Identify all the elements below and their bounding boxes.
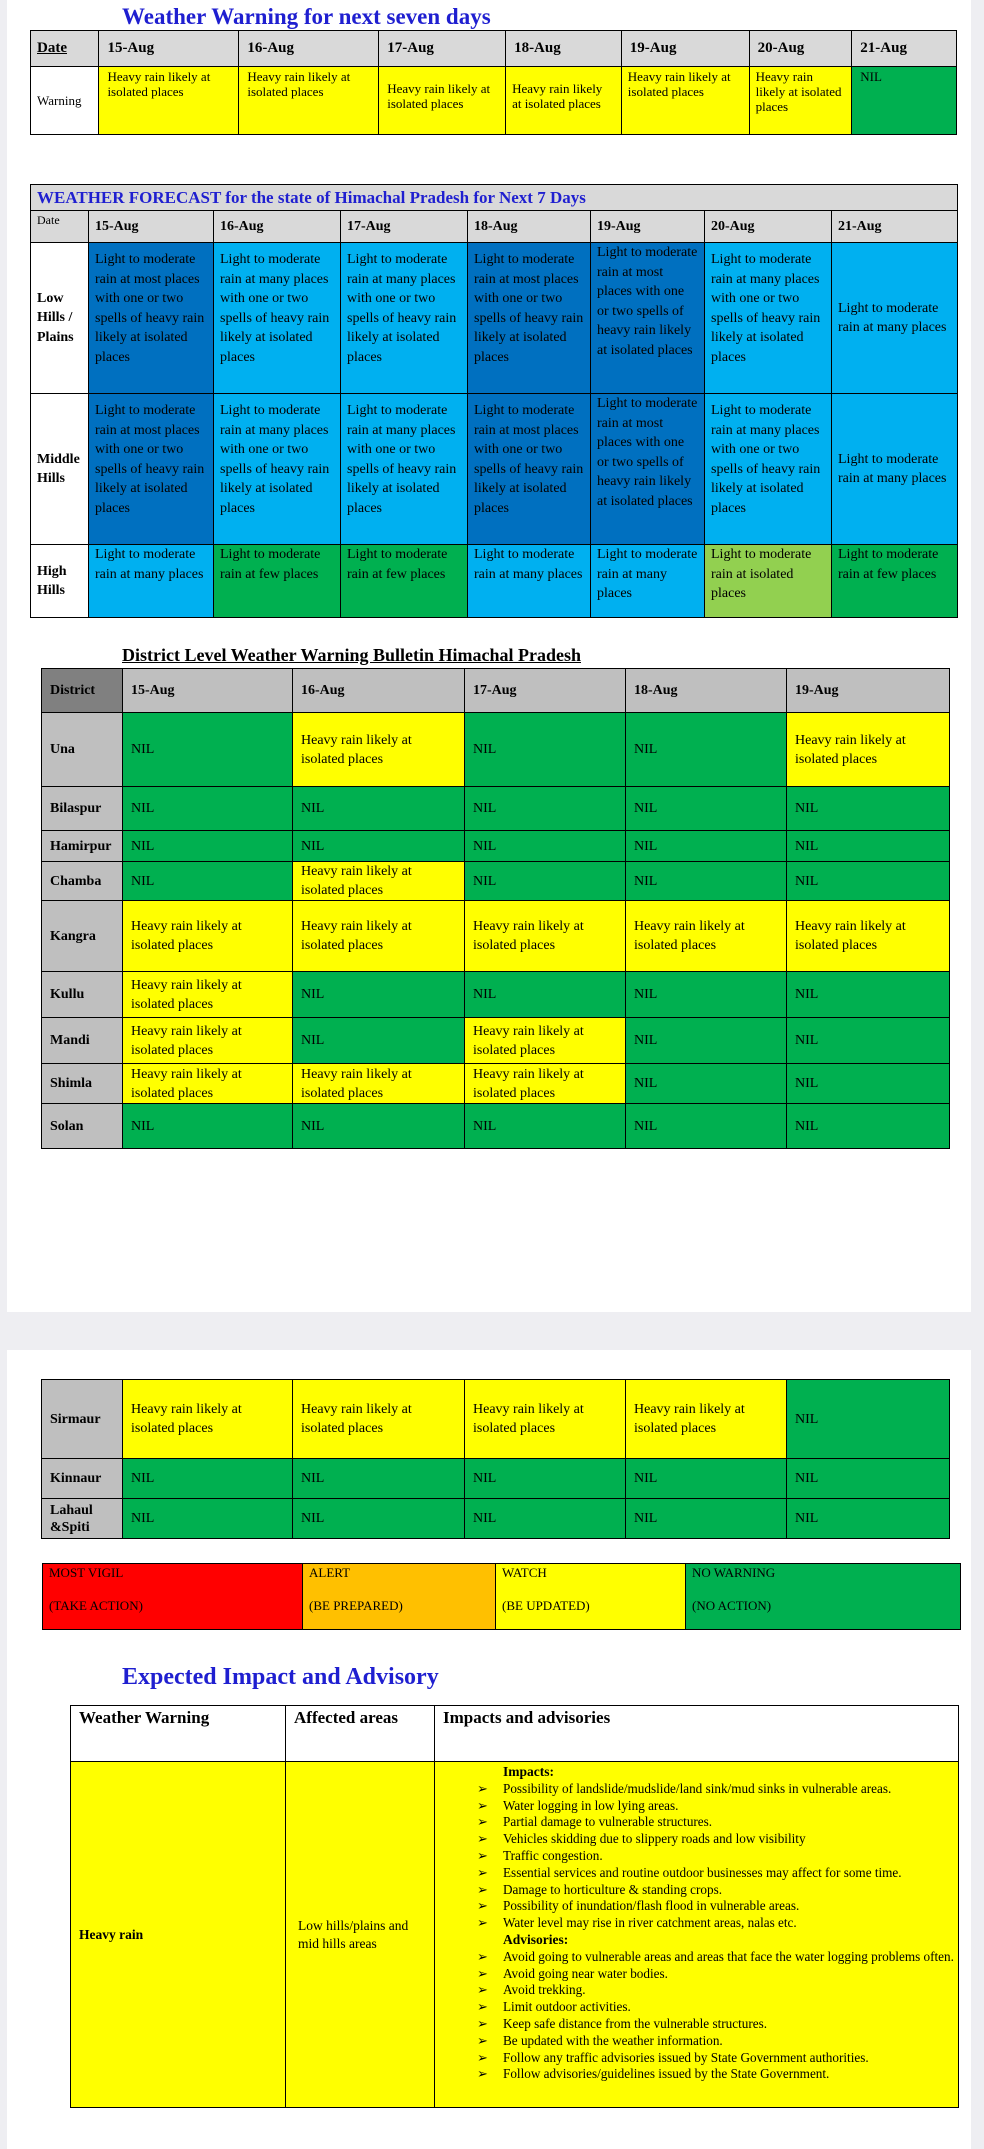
advisory-item: ➢ Avoid trekking. [503,1982,954,1999]
district-date: 16-Aug [293,669,465,713]
district-cell: NIL [465,713,626,787]
advisories-label: Advisories: [503,1931,569,1947]
warning-cell: Heavy rain likely at isolated places [506,67,622,135]
forecast-cell: Light to moderate rain at many places with one or two spells of heavy rain likely at isolated places [705,243,832,394]
legend-sub: (BE PREPARED) [309,1598,403,1613]
district-cell: NIL [465,787,626,831]
impact-item: ➢ Possibility of inundation/flash flood in vulnerable areas. [503,1898,954,1915]
impact-item: ➢ Possibility of landslide/mudslide/land sink/mud sinks in vulnerable areas. [503,1781,954,1798]
legend-title: NO WARNING [692,1565,776,1580]
district-name: Mandi [42,1018,123,1064]
district-name: Kangra [42,901,123,972]
forecast-cell: Light to moderate rain at few places [341,545,468,618]
warning-cell: Heavy rain likely at isolated places [749,67,852,135]
warning-date: 20-Aug [749,31,852,67]
forecast-row-label: High Hills [31,545,89,618]
district-name: Kinnaur [42,1459,123,1499]
warning-date: 18-Aug [506,31,622,67]
district-cell: Heavy rain likely at isolated places [123,972,293,1018]
district-cell: Heavy rain likely at isolated places [293,1064,465,1104]
forecast-cell: Light to moderate rain at few places [832,545,958,618]
warning-date: 19-Aug [621,31,749,67]
district-title: District Level Weather Warning Bulletin Himachal Pradesh [122,645,581,665]
forecast-date: 19-Aug [591,211,705,243]
legend-most-vigil [43,1564,303,1630]
impact-item: ➢ Water level may rise in river catchment areas, nalas etc. [503,1915,954,1932]
advisory-item: ➢ Keep safe distance from the vulnerable structures. [503,2016,954,2033]
district-cell: NIL [787,787,950,831]
district-cell: Heavy rain likely at isolated places [293,862,465,901]
forecast-row-label: Middle Hills [31,394,89,545]
forecast-cell: Light to moderate rain at isolated places [705,545,832,618]
forecast-cell: Light to moderate rain at many places [832,394,958,545]
district-cell: NIL [293,972,465,1018]
advisory-impacts-cell [435,1762,959,2108]
forecast-cell: Light to moderate rain at many places with one or two spells of heavy rain likely at isolated places [214,394,341,545]
district-name: Sirmaur [42,1380,123,1459]
district-name: Kullu [42,972,123,1018]
advisory-warning-type: Heavy rain [71,1762,286,2108]
impact-advisory-table [70,1705,959,2108]
legend-alert [303,1564,496,1630]
warning-date-label: Date [31,31,99,67]
district-name: Chamba [42,862,123,901]
district-cell: NIL [787,1459,950,1499]
impact-item: ➢ Traffic congestion. [503,1848,954,1865]
seven-day-warning-table [30,30,957,135]
legend-sub: (TAKE ACTION) [49,1598,143,1613]
district-name: Shimla [42,1064,123,1104]
forecast-title: WEATHER FORECAST for the state of Himachal Pradesh for Next 7 Days [31,185,958,211]
forecast-date: 17-Aug [341,211,468,243]
advisory-header-areas: Affected areas [286,1706,435,1762]
advisory-item: ➢ Avoid going to vulnerable areas and areas that face the water logging problems often. [503,1949,954,1966]
district-name: Lahaul &Spiti [42,1499,123,1539]
district-cell: NIL [626,713,787,787]
district-cell: NIL [626,972,787,1018]
district-cell: Heavy rain likely at isolated places [123,901,293,972]
district-cell: NIL [123,1499,293,1539]
impact-item: ➢ Vehicles skidding due to slippery roads and low visibility [503,1831,954,1848]
forecast-date: 18-Aug [468,211,591,243]
advisory-header-warning: Weather Warning [71,1706,286,1762]
district-cell: NIL [123,787,293,831]
district-cell: NIL [787,1064,950,1104]
warning-row-label: Warning [31,67,99,135]
district-name: Hamirpur [42,831,123,862]
district-cell: NIL [787,1499,950,1539]
district-cell: NIL [787,1104,950,1149]
district-cell: Heavy rain likely at isolated places [465,1064,626,1104]
advisories-list [471,1949,954,2083]
district-cell: NIL [465,831,626,862]
district-cell: NIL [293,1018,465,1064]
district-cell: NIL [123,1459,293,1499]
forecast-cell: Light to moderate rain at many places [89,545,214,618]
impact-item: ➢ Essential services and routine outdoor businesses may affect for some time. [503,1865,954,1882]
forecast-cell: Light to moderate rain at most places with one or two spells of heavy rain likely at isolated places [468,243,591,394]
district-cell: Heavy rain likely at isolated places [293,1380,465,1459]
forecast-cell: Light to moderate rain at many places [591,545,705,618]
bulletin-page-2 [7,1350,971,2149]
impacts-label: Impacts: [503,1764,554,1779]
district-cell: NIL [787,972,950,1018]
warning-date: 16-Aug [239,31,379,67]
district-cell: NIL [465,862,626,901]
warning-cell: Heavy rain likely at isolated places [379,67,506,135]
bulletin-page-1 [7,0,971,1312]
impact-item: ➢ Partial damage to vulnerable structures. [503,1814,954,1831]
color-legend [42,1563,961,1630]
forecast-cell: Light to moderate rain at many places with one or two spells of heavy rain likely at isolated places [341,243,468,394]
district-cell: NIL [626,831,787,862]
district-cell: Heavy rain likely at isolated places [787,901,950,972]
forecast-cell: Light to moderate rain at many places with one or two spells of heavy rain likely at isolated places [214,243,341,394]
forecast-cell: Light to moderate rain at many places [832,243,958,394]
legend-watch [496,1564,686,1630]
district-cell: Heavy rain likely at isolated places [465,1380,626,1459]
legend-no-warning [686,1564,961,1630]
district-cell: NIL [123,831,293,862]
forecast-cell: Light to moderate rain at many places with one or two spells of heavy rain likely at isolated places [705,394,832,545]
forecast-date: 16-Aug [214,211,341,243]
warning-cell: NIL [852,67,957,135]
district-cell: NIL [626,1018,787,1064]
district-cell: NIL [123,862,293,901]
advisory-title: Expected Impact and Advisory [122,1664,439,1690]
district-cell: NIL [293,1104,465,1149]
district-warning-table-continued [41,1379,950,1539]
district-date: 17-Aug [465,669,626,713]
forecast-cell: Light to moderate rain at many places [468,545,591,618]
district-cell: NIL [293,831,465,862]
district-cell: NIL [787,862,950,901]
district-cell: Heavy rain likely at isolated places [465,1018,626,1064]
district-cell: NIL [465,1104,626,1149]
forecast-date: 20-Aug [705,211,832,243]
advisory-item: ➢ Follow any traffic advisories issued by State Government authorities. [503,2050,954,2067]
forecast-row-label: Low Hills / Plains [31,243,89,394]
legend-title: ALERT [309,1565,351,1580]
district-cell: Heavy rain likely at isolated places [787,713,950,787]
district-name: Una [42,713,123,787]
forecast-cell: Light to moderate rain at most places with one or two spells of heavy rain likely at isolated places [89,243,214,394]
district-cell: Heavy rain likely at isolated places [293,901,465,972]
warning-title: Weather Warning for next seven days [122,4,491,29]
warning-cell: Heavy rain likely at isolated places [239,67,379,135]
forecast-date: 21-Aug [832,211,958,243]
district-cell: NIL [626,787,787,831]
legend-title: WATCH [502,1565,547,1580]
forecast-date-label: Date [31,211,89,243]
district-cell: Heavy rain likely at isolated places [626,901,787,972]
advisory-affected-areas: Low hills/plains and mid hills areas [286,1762,435,2108]
advisory-item: ➢ Limit outdoor activities. [503,1999,954,2016]
district-cell: Heavy rain likely at isolated places [293,713,465,787]
forecast-cell: Light to moderate rain at most places with one or two spells of heavy rain likely at isolated places [591,243,705,394]
legend-title: MOST VIGIL [49,1565,124,1580]
warning-date: 15-Aug [99,31,239,67]
district-date: 19-Aug [787,669,950,713]
legend-sub: (BE UPDATED) [502,1598,590,1613]
advisory-item: ➢ Follow advisories/guidelines issued by the State Government. [503,2066,954,2083]
impacts-list [471,1781,954,1932]
district-cell: NIL [465,972,626,1018]
district-cell: NIL [787,831,950,862]
district-cell: NIL [465,1499,626,1539]
forecast-table [30,184,958,618]
district-cell: NIL [293,1459,465,1499]
advisory-header-impacts: Impacts and advisories [435,1706,959,1762]
forecast-date: 15-Aug [89,211,214,243]
district-cell: Heavy rain likely at isolated places [123,1380,293,1459]
warning-cell: Heavy rain likely at isolated places [621,67,749,135]
forecast-cell: Light to moderate rain at most places with one or two spells of heavy rain likely at isolated places [89,394,214,545]
district-date: 18-Aug [626,669,787,713]
advisory-item: ➢ Be updated with the weather information. [503,2033,954,2050]
district-cell: Heavy rain likely at isolated places [123,1064,293,1104]
district-cell: Heavy rain likely at isolated places [626,1380,787,1459]
district-cell: NIL [123,713,293,787]
district-warning-table [41,668,950,1149]
legend-sub: (NO ACTION) [692,1598,772,1613]
district-cell: NIL [787,1380,950,1459]
district-cell: NIL [626,1459,787,1499]
warning-cell: Heavy rain likely at isolated places [99,67,239,135]
district-name: Bilaspur [42,787,123,831]
district-cell: NIL [626,1064,787,1104]
forecast-cell: Light to moderate rain at most places with one or two spells of heavy rain likely at isolated places [468,394,591,545]
warning-date: 17-Aug [379,31,506,67]
district-cell: NIL [293,1499,465,1539]
district-cell: NIL [626,1499,787,1539]
district-cell: NIL [626,862,787,901]
district-header: District [42,669,123,713]
impact-item: ➢ Water logging in low lying areas. [503,1798,954,1815]
district-cell: NIL [626,1104,787,1149]
district-cell: NIL [465,1459,626,1499]
district-cell: Heavy rain likely at isolated places [465,901,626,972]
advisory-item: ➢ Avoid going near water bodies. [503,1966,954,1983]
impact-item: ➢ Damage to horticulture & standing crops. [503,1882,954,1899]
district-cell: NIL [293,787,465,831]
warning-date: 21-Aug [852,31,957,67]
district-date: 15-Aug [123,669,293,713]
forecast-cell: Light to moderate rain at many places with one or two spells of heavy rain likely at isolated places [341,394,468,545]
district-name: Solan [42,1104,123,1149]
district-cell: NIL [787,1018,950,1064]
forecast-cell: Light to moderate rain at most places with one or two spells of heavy rain likely at isolated places [591,394,705,545]
district-cell: Heavy rain likely at isolated places [123,1018,293,1064]
forecast-cell: Light to moderate rain at few places [214,545,341,618]
district-cell: NIL [123,1104,293,1149]
